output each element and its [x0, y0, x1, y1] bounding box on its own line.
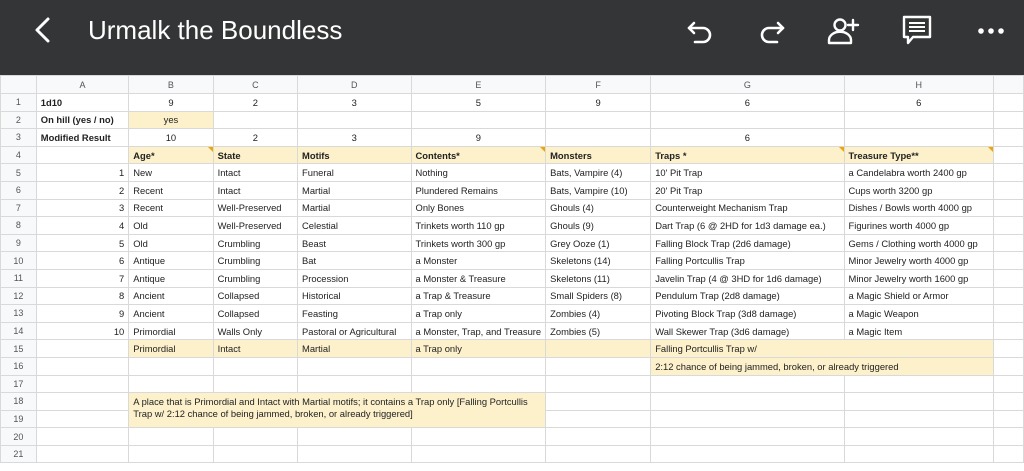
cell[interactable]	[993, 199, 1023, 217]
table-row	[1, 287, 1024, 305]
header-cell[interactable]: State	[213, 146, 297, 164]
cell[interactable]	[651, 428, 844, 446]
cell[interactable]: a Candelabra worth 2400 gp	[844, 164, 993, 182]
cell[interactable]: Old	[129, 217, 213, 235]
cell[interactable]: Ancient	[129, 305, 213, 323]
table-row	[1, 322, 1024, 340]
cell[interactable]	[36, 393, 128, 411]
cell[interactable]	[129, 428, 213, 446]
cell[interactable]	[411, 357, 546, 375]
cell[interactable]: 6	[844, 94, 993, 112]
cell[interactable]: Gems / Clothing worth 4000 gp	[844, 234, 993, 252]
cell[interactable]	[651, 410, 844, 428]
cell[interactable]: Feasting	[298, 305, 412, 323]
cell[interactable]	[546, 375, 651, 393]
cell[interactable]: Dishes / Bowls worth 4000 gp	[844, 199, 993, 217]
result-cell[interactable]: Martial	[298, 340, 412, 358]
cell[interactable]: Crumbling	[213, 234, 297, 252]
undo-icon[interactable]	[683, 14, 717, 48]
cell[interactable]: Walls Only	[213, 322, 297, 340]
cell[interactable]	[411, 445, 546, 463]
cell[interactable]: a Magic Item	[844, 322, 993, 340]
column-header[interactable]: B	[129, 76, 213, 94]
row-number[interactable]: 7	[1, 199, 37, 217]
cell[interactable]: Falling Block Trap (2d6 damage)	[651, 234, 844, 252]
cell[interactable]: Trinkets worth 110 gp	[411, 217, 546, 235]
cell[interactable]: Bats, Vampire (10)	[546, 181, 651, 199]
cell[interactable]	[993, 164, 1023, 182]
row-number[interactable]: 2	[1, 111, 37, 129]
row-number[interactable]: 15	[1, 340, 37, 358]
table-row	[1, 181, 1024, 199]
table-row	[1, 375, 1024, 393]
cell[interactable]: a Monster	[411, 252, 546, 270]
row-number[interactable]: 1	[1, 94, 37, 112]
cell[interactable]	[546, 393, 651, 411]
document-title: Urmalk the Boundless	[88, 15, 343, 45]
cell[interactable]	[844, 129, 993, 147]
cell[interactable]	[993, 410, 1023, 428]
cell[interactable]	[844, 111, 993, 129]
cell[interactable]: Dart Trap (6 @ 2HD for 1d3 damage ea.)	[651, 217, 844, 235]
column-header[interactable]: A	[36, 76, 128, 94]
cell[interactable]: 7	[36, 269, 128, 287]
cell[interactable]: Javelin Trap (4 @ 3HD for 1d6 damage)	[651, 269, 844, 287]
cell[interactable]: Well-Preserved	[213, 199, 297, 217]
cell[interactable]: 9	[36, 305, 128, 323]
cell[interactable]: 9	[411, 129, 546, 147]
cell[interactable]: Ghouls (9)	[546, 217, 651, 235]
header-cell[interactable]: Contents*	[411, 146, 546, 164]
cell[interactable]: Martial	[298, 199, 412, 217]
row-number[interactable]: 4	[1, 146, 37, 164]
cell[interactable]: Antique	[129, 269, 213, 287]
cell[interactable]	[993, 252, 1023, 270]
cell[interactable]: Zombies (5)	[546, 322, 651, 340]
cell[interactable]: 5	[411, 94, 546, 112]
cell[interactable]	[993, 146, 1023, 164]
cell[interactable]: Primordial	[129, 322, 213, 340]
back-arrow-icon[interactable]	[28, 14, 58, 46]
cell[interactable]: 3	[298, 129, 412, 147]
table-row	[1, 252, 1024, 270]
cell[interactable]: 10' Pit Trap	[651, 164, 844, 182]
cell[interactable]: 2	[213, 129, 297, 147]
cell[interactable]: Antique	[129, 252, 213, 270]
comment-icon[interactable]	[900, 14, 934, 48]
table-row	[1, 94, 1024, 112]
cell[interactable]	[213, 445, 297, 463]
table-row	[1, 164, 1024, 182]
row-number[interactable]: 5	[1, 164, 37, 182]
cell[interactable]	[213, 375, 297, 393]
cell[interactable]: Ghouls (4)	[546, 199, 651, 217]
cell[interactable]: Nothing	[411, 164, 546, 182]
cell[interactable]: New	[129, 164, 213, 182]
cell[interactable]	[546, 410, 651, 428]
column-header[interactable]: C	[213, 76, 297, 94]
cell[interactable]: 9	[546, 94, 651, 112]
cell[interactable]: Plundered Remains	[411, 181, 546, 199]
table-row	[1, 428, 1024, 446]
cell[interactable]: 5	[36, 234, 128, 252]
cell[interactable]	[993, 393, 1023, 411]
cell[interactable]: On hill (yes / no)	[36, 111, 128, 129]
cell[interactable]	[36, 428, 128, 446]
cell[interactable]: Crumbling	[213, 252, 297, 270]
cell[interactable]	[213, 428, 297, 446]
cell[interactable]: Well-Preserved	[213, 217, 297, 235]
cell[interactable]	[213, 357, 297, 375]
cell[interactable]	[546, 129, 651, 147]
cell[interactable]	[651, 375, 844, 393]
row-number[interactable]: 6	[1, 181, 37, 199]
column-header[interactable]: G	[651, 76, 844, 94]
cell[interactable]	[546, 357, 651, 375]
cell[interactable]: a Magic Weapon	[844, 305, 993, 323]
row-number[interactable]: 18	[1, 393, 37, 411]
select-all-corner[interactable]	[1, 76, 37, 94]
cell[interactable]: Bats, Vampire (4)	[546, 164, 651, 182]
column-header[interactable]: F	[546, 76, 651, 94]
cell[interactable]: Only Bones	[411, 199, 546, 217]
cell[interactable]: Celestial	[298, 217, 412, 235]
cell[interactable]: a Trap & Treasure	[411, 287, 546, 305]
cell[interactable]	[993, 357, 1023, 375]
cell[interactable]: 1d10	[36, 94, 128, 112]
cell[interactable]: 9	[129, 94, 213, 112]
table-row	[1, 111, 1024, 129]
column-header-blank[interactable]	[993, 76, 1023, 94]
row-number[interactable]: 10	[1, 252, 37, 270]
cell[interactable]	[546, 111, 651, 129]
header-cell[interactable]: Traps *	[651, 146, 844, 164]
cell[interactable]: Bat	[298, 252, 412, 270]
cell[interactable]	[993, 375, 1023, 393]
row-number[interactable]: 14	[1, 322, 37, 340]
cell[interactable]: a Monster & Treasure	[411, 269, 546, 287]
cell[interactable]: Ancient	[129, 287, 213, 305]
cell[interactable]	[651, 111, 844, 129]
cell[interactable]	[993, 111, 1023, 129]
cell[interactable]: 2	[36, 181, 128, 199]
result-cell[interactable]: Intact	[213, 340, 297, 358]
cell[interactable]: Pendulum Trap (2d8 damage)	[651, 287, 844, 305]
cell[interactable]: a Trap only	[411, 305, 546, 323]
cell[interactable]	[844, 375, 993, 393]
result-cell[interactable]: Primordial	[129, 340, 213, 358]
cell[interactable]: Skeletons (14)	[546, 252, 651, 270]
cell[interactable]: 20' Pit Trap	[651, 181, 844, 199]
cell[interactable]: Recent	[129, 199, 213, 217]
cell[interactable]: Collapsed	[213, 305, 297, 323]
cell[interactable]	[844, 393, 993, 411]
table-row	[1, 269, 1024, 287]
cell[interactable]	[993, 305, 1023, 323]
cell[interactable]: Intact	[213, 164, 297, 182]
cell[interactable]	[129, 445, 213, 463]
cell[interactable]: Crumbling	[213, 269, 297, 287]
header-cell[interactable]: Treasure Type**	[844, 146, 993, 164]
cell[interactable]	[36, 340, 128, 358]
result-cell[interactable]	[546, 340, 651, 358]
cell[interactable]	[298, 111, 412, 129]
cell[interactable]: 2	[213, 94, 297, 112]
cell[interactable]: Cups worth 3200 gp	[844, 181, 993, 199]
row-number[interactable]: 17	[1, 375, 37, 393]
cell[interactable]: Procession	[298, 269, 412, 287]
table-row	[1, 217, 1024, 235]
table-row	[1, 340, 1024, 358]
cell[interactable]	[411, 375, 546, 393]
row-number[interactable]: 3	[1, 129, 37, 147]
cell[interactable]: Figurines worth 4000 gp	[844, 217, 993, 235]
redo-icon[interactable]	[755, 14, 789, 48]
result-cell[interactable]: Falling Portcullis Trap w/	[651, 340, 994, 358]
cell[interactable]: Historical	[298, 287, 412, 305]
cell[interactable]	[844, 410, 993, 428]
spreadsheet-grid	[0, 75, 1024, 471]
table-row	[1, 146, 1024, 164]
cell[interactable]	[298, 375, 412, 393]
cell[interactable]	[213, 111, 297, 129]
cell[interactable]	[993, 94, 1023, 112]
cell[interactable]	[993, 322, 1023, 340]
cell[interactable]	[36, 410, 128, 428]
cell[interactable]: Collapsed	[213, 287, 297, 305]
cell[interactable]: a Magic Shield or Armor	[844, 287, 993, 305]
cell[interactable]: Skeletons (11)	[546, 269, 651, 287]
row-number[interactable]: 20	[1, 428, 37, 446]
row-number[interactable]: 8	[1, 217, 37, 235]
cell[interactable]	[36, 146, 128, 164]
header-cell[interactable]: Motifs	[298, 146, 412, 164]
header-cell[interactable]: Age*	[129, 146, 213, 164]
cell[interactable]	[651, 393, 844, 411]
table-row	[1, 129, 1024, 147]
cell[interactable]: 6	[651, 94, 844, 112]
result-cell[interactable]: a Trap only	[411, 340, 546, 358]
cell[interactable]: 10	[36, 322, 128, 340]
cell[interactable]	[36, 357, 128, 375]
cell[interactable]	[993, 340, 1023, 358]
cell[interactable]	[546, 428, 651, 446]
row-number[interactable]: 13	[1, 305, 37, 323]
cell[interactable]: 8	[36, 287, 128, 305]
cell[interactable]: Intact	[213, 181, 297, 199]
cell[interactable]	[298, 357, 412, 375]
row-number[interactable]: 9	[1, 234, 37, 252]
cell[interactable]: Zombies (4)	[546, 305, 651, 323]
cell[interactable]: Minor Jewelry worth 4000 gp	[844, 252, 993, 270]
cell[interactable]: Martial	[298, 181, 412, 199]
cell[interactable]	[993, 129, 1023, 147]
column-header[interactable]: D	[298, 76, 412, 94]
cell[interactable]	[36, 445, 128, 463]
column-header[interactable]: H	[844, 76, 993, 94]
cell[interactable]: Grey Ooze (1)	[546, 234, 651, 252]
row-number[interactable]: 16	[1, 357, 37, 375]
cell[interactable]: 4	[36, 217, 128, 235]
cell[interactable]: 6	[36, 252, 128, 270]
cell[interactable]	[993, 269, 1023, 287]
cell[interactable]: a Monster, Trap, and Treasure	[411, 322, 546, 340]
cell[interactable]: 6	[651, 129, 844, 147]
cell[interactable]	[844, 428, 993, 446]
cell[interactable]	[298, 445, 412, 463]
sheet-table	[0, 75, 1024, 463]
cell[interactable]: Minor Jewelry worth 1600 gp	[844, 269, 993, 287]
table-row	[1, 199, 1024, 217]
table-row	[1, 305, 1024, 323]
cell[interactable]	[36, 375, 128, 393]
cell[interactable]: Counterweight Mechanism Trap	[651, 199, 844, 217]
column-header[interactable]: E	[411, 76, 546, 94]
column-header-row	[1, 76, 1024, 94]
cell[interactable]	[411, 111, 546, 129]
cell[interactable]: Wall Skewer Trap (3d6 damage)	[651, 322, 844, 340]
cell[interactable]	[546, 445, 651, 463]
cell[interactable]	[993, 217, 1023, 235]
row-number[interactable]: 21	[1, 445, 37, 463]
cell[interactable]: 10	[129, 129, 213, 147]
app-bar	[0, 0, 1024, 75]
cell[interactable]: Funeral	[298, 164, 412, 182]
cell[interactable]	[993, 181, 1023, 199]
cell[interactable]: 3	[298, 94, 412, 112]
more-icon[interactable]	[974, 14, 1008, 48]
table-row	[1, 393, 1024, 411]
cell[interactable]: Pivoting Block Trap (3d8 damage)	[651, 305, 844, 323]
cell[interactable]	[844, 445, 993, 463]
cell[interactable]	[993, 428, 1023, 446]
summary-cell[interactable]: A place that is Primordial and Intact with Martial motifs; it contains a Trap only [Falling Portcullis Trap w/ 2:12 chance of being jammed, broken, or already triggered]	[129, 393, 546, 428]
cell[interactable]: 1	[36, 164, 128, 182]
cell[interactable]: Falling Portcullis Trap	[651, 252, 844, 270]
cell[interactable]: 3	[36, 199, 128, 217]
table-row	[1, 445, 1024, 463]
result-cell[interactable]: 2:12 chance of being jammed, broken, or already triggered	[651, 357, 994, 375]
cell[interactable]	[993, 445, 1023, 463]
add-person-icon[interactable]	[826, 14, 860, 48]
cell[interactable]: Recent	[129, 181, 213, 199]
cell[interactable]	[993, 234, 1023, 252]
cell[interactable]: Small Spiders (8)	[546, 287, 651, 305]
header-cell[interactable]: Monsters	[546, 146, 651, 164]
cell[interactable]	[993, 287, 1023, 305]
cell[interactable]: yes	[129, 111, 213, 129]
cell[interactable]	[129, 375, 213, 393]
cell[interactable]: Beast	[298, 234, 412, 252]
cell[interactable]: Old	[129, 234, 213, 252]
row-number[interactable]: 12	[1, 287, 37, 305]
row-number[interactable]: 19	[1, 410, 37, 428]
cell[interactable]	[298, 428, 412, 446]
table-row	[1, 234, 1024, 252]
cell[interactable]: Trinkets worth 300 gp	[411, 234, 546, 252]
cell[interactable]: Pastoral or Agricultural	[298, 322, 412, 340]
cell[interactable]: Modified Result	[36, 129, 128, 147]
cell[interactable]	[129, 357, 213, 375]
cell[interactable]	[411, 428, 546, 446]
row-number[interactable]: 11	[1, 269, 37, 287]
cell[interactable]	[651, 445, 844, 463]
table-row	[1, 357, 1024, 375]
